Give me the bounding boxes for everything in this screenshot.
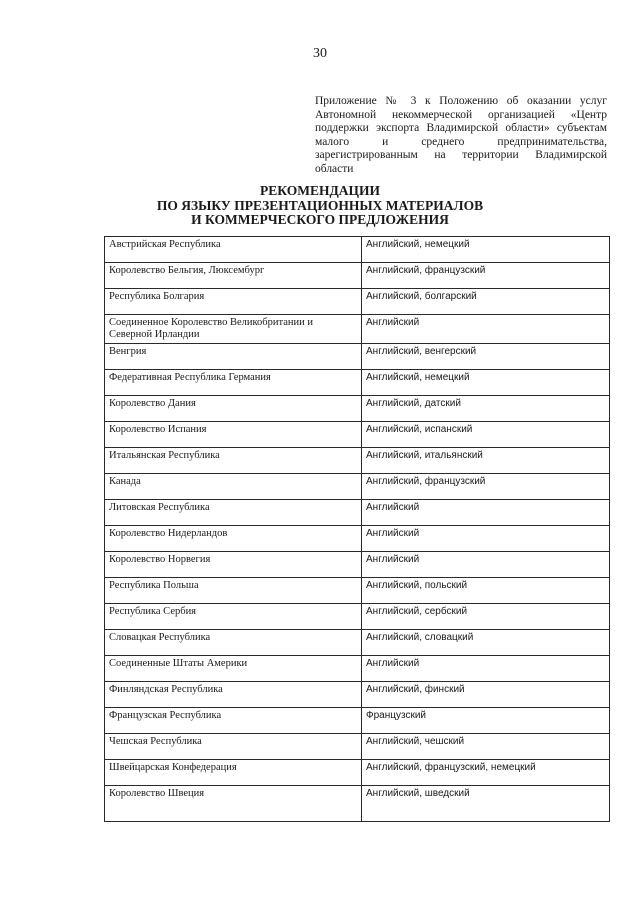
table-row bbox=[105, 630, 610, 656]
country-cell: Канада bbox=[105, 474, 362, 500]
language-cell: Английский, венгерский bbox=[362, 344, 610, 370]
appendix-line: малого и среднего предпринимательства, bbox=[315, 135, 607, 148]
language-cell: Английский bbox=[362, 500, 610, 526]
table-row bbox=[105, 370, 610, 396]
table-row bbox=[105, 396, 610, 422]
country-cell: Венгрия bbox=[105, 344, 362, 370]
language-cell: Английский, французский bbox=[362, 474, 610, 500]
language-cell: Английский, сербский bbox=[362, 604, 610, 630]
language-cell: Английский, финский bbox=[362, 682, 610, 708]
page-number: 30 bbox=[313, 46, 327, 61]
language-cell: Английский, шведский bbox=[362, 786, 610, 822]
country-cell: Республика Сербия bbox=[105, 604, 362, 630]
country-cell: Итальянская Республика bbox=[105, 448, 362, 474]
country-cell: Республика Польша bbox=[105, 578, 362, 604]
language-cell: Английский, итальянский bbox=[362, 448, 610, 474]
language-cell: Английский, датский bbox=[362, 396, 610, 422]
table-row bbox=[105, 552, 610, 578]
table-row bbox=[105, 422, 610, 448]
table-row bbox=[105, 734, 610, 760]
appendix-line: Приложение № 3 к Положению об оказании услуг bbox=[315, 95, 607, 107]
table-row bbox=[105, 578, 610, 604]
country-cell: Королевство Норвегия bbox=[105, 552, 362, 578]
table-row bbox=[105, 526, 610, 552]
language-cell: Английский, польский bbox=[362, 578, 610, 604]
table-row bbox=[105, 604, 610, 630]
country-cell: Швейцарская Конфедерация bbox=[105, 760, 362, 786]
language-cell: Английский bbox=[362, 315, 610, 344]
table-row bbox=[105, 344, 610, 370]
title-line: И КОММЕРЧЕСКОГО ПРЕДЛОЖЕНИЯ bbox=[191, 212, 449, 227]
language-cell: Французский bbox=[362, 708, 610, 734]
appendix-note bbox=[315, 95, 607, 176]
language-cell: Английский bbox=[362, 552, 610, 578]
country-cell: Соединенное Королевство Великобритании и Северной Ирландии bbox=[105, 315, 362, 344]
table-row bbox=[105, 760, 610, 786]
country-cell: Австрийская Республика bbox=[105, 237, 362, 263]
language-cell: Английский, испанский bbox=[362, 422, 610, 448]
table-row bbox=[105, 263, 610, 289]
table-row bbox=[105, 448, 610, 474]
language-cell: Английский bbox=[362, 656, 610, 682]
table-row bbox=[105, 289, 610, 315]
country-cell: Королевство Нидерландов bbox=[105, 526, 362, 552]
language-cell: Английский, немецкий bbox=[362, 370, 610, 396]
appendix-line: поддержки экспорта Владимирской области» субъектам bbox=[315, 122, 607, 134]
table-row bbox=[105, 656, 610, 682]
document-title bbox=[0, 184, 640, 228]
language-cell: Английский, болгарский bbox=[362, 289, 610, 315]
country-cell: Республика Болгария bbox=[105, 289, 362, 315]
country-cell: Словацкая Республика bbox=[105, 630, 362, 656]
country-cell: Литовская Республика bbox=[105, 500, 362, 526]
country-language-table bbox=[104, 236, 610, 822]
language-cell: Английский, французский, немецкий bbox=[362, 760, 610, 786]
country-cell: Федеративная Республика Германия bbox=[105, 370, 362, 396]
country-cell: Королевство Бельгия, Люксембург bbox=[105, 263, 362, 289]
title-line: РЕКОМЕНДАЦИИ bbox=[260, 183, 380, 198]
table-row bbox=[105, 500, 610, 526]
language-cell: Английский, словацкий bbox=[362, 630, 610, 656]
table-row bbox=[105, 682, 610, 708]
table-row bbox=[105, 786, 610, 822]
table-row bbox=[105, 474, 610, 500]
country-cell: Королевство Дания bbox=[105, 396, 362, 422]
language-cell: Английский, немецкий bbox=[362, 237, 610, 263]
language-cell: Английский, чешский bbox=[362, 734, 610, 760]
appendix-line: Автономной некоммерческой организацией «Центр bbox=[315, 108, 607, 121]
country-cell: Чешская Республика bbox=[105, 734, 362, 760]
country-cell: Королевство Испания bbox=[105, 422, 362, 448]
country-cell: Французская Республика bbox=[105, 708, 362, 734]
language-cell: Английский, французский bbox=[362, 263, 610, 289]
language-cell: Английский bbox=[362, 526, 610, 552]
table-row bbox=[105, 315, 610, 344]
table-row bbox=[105, 237, 610, 263]
appendix-line: зарегистрированным на территории Владимирской области bbox=[315, 149, 607, 175]
title-line: ПО ЯЗЫКУ ПРЕЗЕНТАЦИОННЫХ МАТЕРИАЛОВ bbox=[156, 197, 484, 213]
country-cell: Королевство Швеция bbox=[105, 786, 362, 822]
country-cell: Финляндская Республика bbox=[105, 682, 362, 708]
table-row bbox=[105, 708, 610, 734]
country-cell: Соединенные Штаты Америки bbox=[105, 656, 362, 682]
